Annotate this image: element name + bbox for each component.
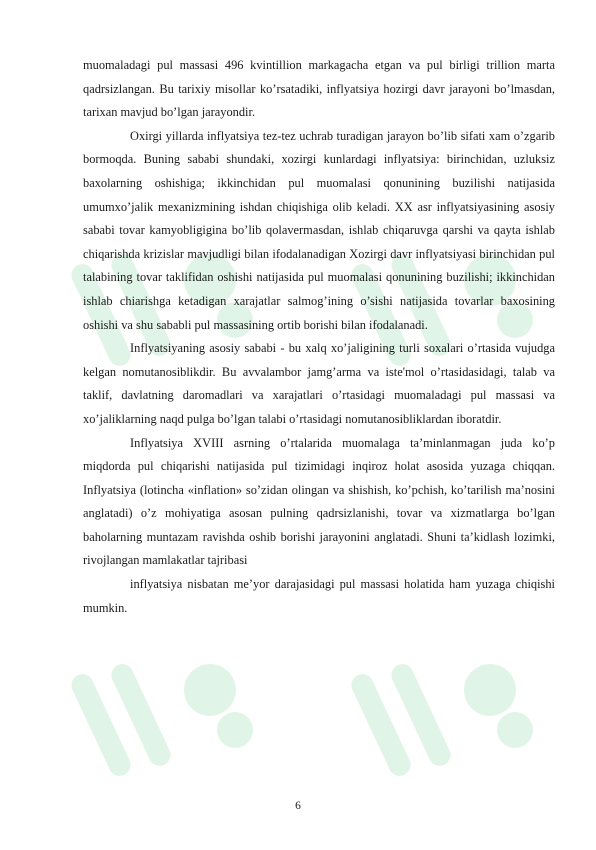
- paragraph: inflyatsiya nisbatan me’yor darajasidagi pul massasi holatida ham yuzaga chiqishi mumkin.: [83, 577, 555, 615]
- paragraph: Oxirgi yillarda inflyatsiya tez-tez uchrab turadigan jarayon bo’lib sifati xam o’zgarib bormoqda. Buning sababi shundaki, xozirgi kunlardagi inflyatsiya: birinchidan, uzluksiz baxolarning oshishiga; ikkinchidan pul muomalasi qonunining buzilishi natijasida umumxo’jalik mexanizmining ishdan chiqishiga olib keladi. XX asr inflyatsiyasining asosiy sababi tovar kamyobligigina bo’lib qolavermasdan, ishlab chiqaruvga qarshi va qayta ishlab chiqarishda krizislar mavjudligi bilan ifodalanadigan Xozirgi davr inflyatsiyasi birinchidan pul talabining tovar taklifidan oshishi natijasida pul muomalasi qonunining buzilishi; ikkinchidan ishlab chiarishga ketadigan xarajatlar salmog’ining o’sishi natijasida tovarlar baxosining oshishi va shu sababli pul massasining ortib borishi bilan ifodalanadi.: [83, 128, 555, 332]
- body-text: [83, 54, 555, 620]
- watermark-logo-icon: [60, 630, 280, 850]
- paragraph: muomaladagi pul massasi 496 kvintillion markagacha etgan va pul birligi trillion marta qadrsizlangan. Bu tarixiy misollar ko’rsatadiki, inflyatsiya hozirgi davr jarayoni bo’lmasdan, tarixan mavjud bo’lgan jarayondir.: [83, 58, 555, 120]
- page-number: 6: [295, 800, 301, 812]
- watermark-logo-icon: [340, 630, 560, 850]
- paragraph: Inflyatsiya XVIII asrning o’rtalarida muomalaga ta’minlanmagan juda ko’p miqdorda pul chiqarishi natijasida pul tizimidagi inqiroz holat asosida yuzaga chiqqan. Inflyatsiya (lotincha «inflation» so’zidan olingan va shishish, ko’pchish, ko’tarilish ma’nosini anglatadi) o’z mohiyatiga asosan pulning qadrsizlanishi, tovar va xizmatlarga bo’lgan baholarning muntazam ravishda oshib borishi jarayonini anglatadi. Shuni ta’kidlash lozimki, rivojlangan mamlakatlar tajribasi: [83, 435, 555, 568]
- paragraph: Inflyatsiyaning asosiy sababi - bu xalq xo’jaligining turli soxalari o’rtasida vujudga kelgan nomutanosiblikdir. Bu avvalambor jamg’arma va iste'mol o’rtasidasidagi, talab va taklif, davlatning daromadlari va xarajatlari o’rtasidagi muomaladagi pul massasi va xo’jaliklarning naqd pulga bo’lgan talabi o’rtasidagi nomutanosibliklardan iboratdir.: [83, 341, 555, 426]
